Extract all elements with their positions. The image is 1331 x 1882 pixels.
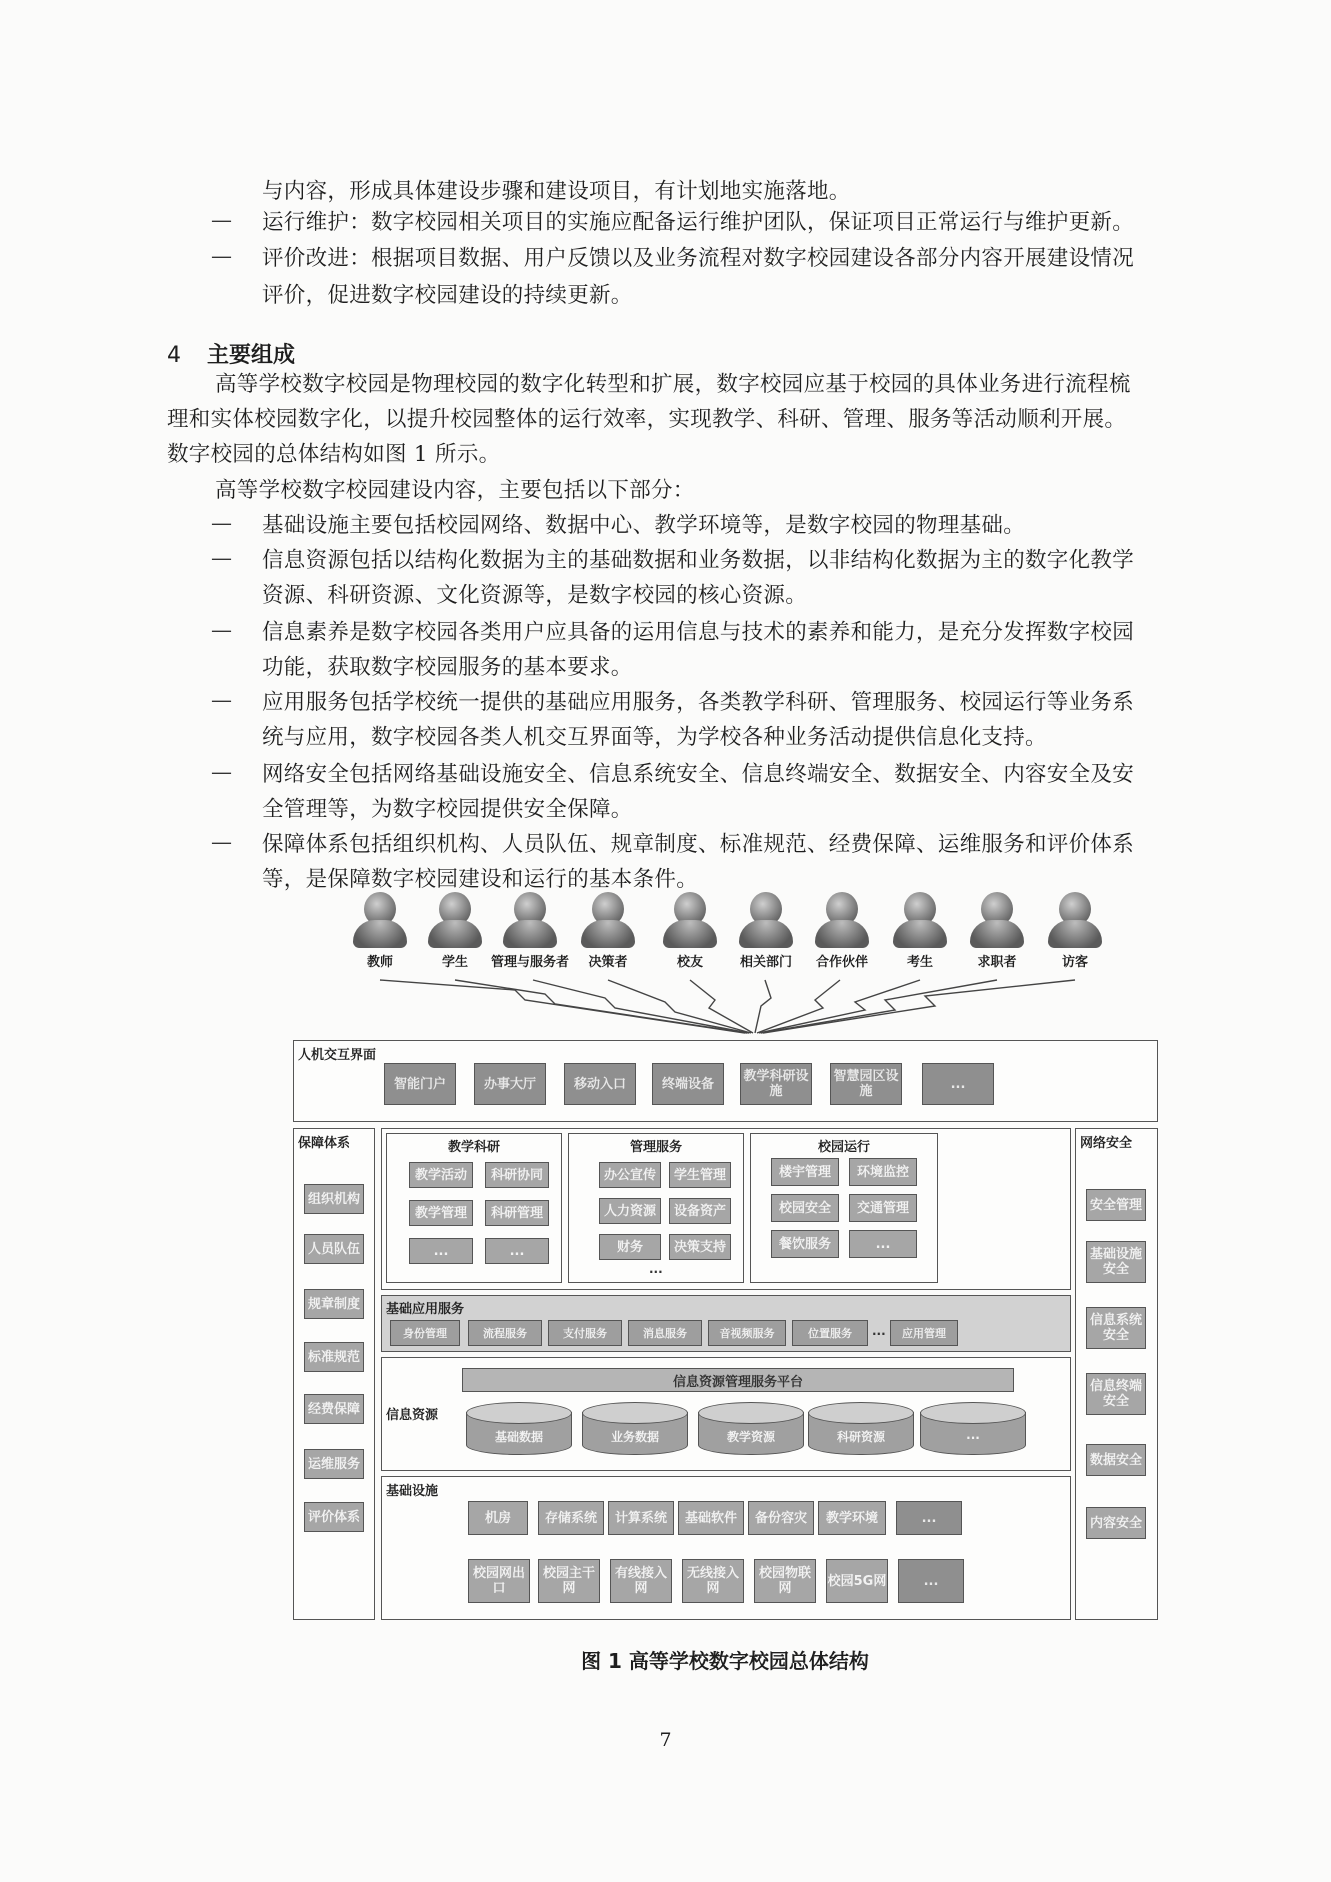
text-line: 理和实体校园数字化，以提升校园整体的运行效率，实现教学、科研、管理、服务等活动顺利开展。: [167, 407, 1127, 432]
management-more: ...: [649, 1262, 663, 1276]
hci-item: 智能门户: [384, 1063, 456, 1105]
hci-item: 办事大厅: [474, 1063, 546, 1105]
hci-item: 教学科研设施: [740, 1063, 812, 1105]
network-item: 校园主干网: [538, 1559, 600, 1603]
info-item: ...: [966, 1428, 980, 1442]
text-line: 保障体系包括组织机构、人员队伍、规章制度、标准规范、经费保障、运维服务和评价体系: [262, 832, 1135, 857]
list-dash: —: [211, 244, 232, 268]
infra-item: 机房: [468, 1501, 528, 1535]
business-apps-area: [381, 1128, 1071, 1290]
basic-service-item: 位置服务: [792, 1320, 868, 1346]
text-line: 信息资源包括以结构化数据为主的基础数据和业务数据，以非结构化数据为主的数字化教学: [262, 548, 1135, 573]
text-line: 功能，获取数字校园服务的基本要求。: [262, 655, 633, 680]
user-label: 决策者: [588, 955, 628, 970]
operations-item: ...: [849, 1230, 917, 1258]
info-item: 基础数据: [494, 1430, 543, 1444]
page-number: 7: [659, 1729, 672, 1751]
info-platform: 信息资源管理服务平台: [462, 1368, 1014, 1392]
support-item: 评价体系: [304, 1502, 364, 1532]
text-line: 高等学校数字校园是物理校园的数字化转型和扩展，数字校园应基于校园的具体业务进行流程梳: [215, 372, 1131, 397]
security-item: 数据安全: [1086, 1444, 1146, 1476]
hci-item: 智慧园区设施: [830, 1063, 902, 1105]
management-item: 决策支持: [669, 1234, 731, 1260]
user-label: 相关部门: [739, 955, 792, 970]
infrastructure-layer: [381, 1476, 1071, 1620]
user-label: 教师: [366, 955, 393, 970]
info-item: 业务数据: [610, 1430, 659, 1444]
campus-architecture-figure: [285, 890, 1165, 1673]
user-label: 合作伙伴: [815, 955, 868, 970]
hci-item: 移动入口: [564, 1063, 636, 1105]
text-line: 信息素养是数字校园各类用户应具备的运用信息与技术的素养和能力，是充分发挥数字校园: [262, 620, 1135, 645]
info-resources-layer: [381, 1357, 1071, 1471]
operations-item: 楼宇管理: [771, 1158, 839, 1186]
list-dash: —: [211, 618, 232, 642]
section-number: 4: [167, 343, 181, 368]
basic-service-item: 身份管理: [390, 1320, 460, 1346]
support-column: [293, 1128, 375, 1620]
operations-panel: [750, 1133, 938, 1283]
operations-item: 餐饮服务: [771, 1230, 839, 1258]
text-line: 等，是保障数字校园建设和运行的基本条件。: [262, 867, 699, 892]
management-title: 管理服务: [629, 1140, 682, 1155]
user-label: 校友: [676, 955, 703, 970]
user-label: 管理与服务者: [490, 955, 569, 970]
text-line: 应用服务包括学校统一提供的基础应用服务，各类教学科研、管理服务、校园运行等业务系: [262, 690, 1135, 715]
support-item: 运维服务: [304, 1449, 364, 1479]
security-item: 基础设施安全: [1086, 1241, 1146, 1283]
support-item: 规章制度: [304, 1289, 364, 1319]
text-line: 评价改进：根据项目数据、用户反馈以及业务流程对数字校园建设各部分内容开展建设情况: [262, 246, 1135, 271]
support-item: 经费保障: [304, 1394, 364, 1424]
database-icon: [808, 1402, 914, 1464]
security-item: 信息终端安全: [1086, 1373, 1146, 1415]
network-item: 无线接入网: [682, 1559, 744, 1603]
operations-item: 环境监控: [849, 1158, 917, 1186]
security-item: 安全管理: [1086, 1189, 1146, 1221]
section-heading: [167, 338, 295, 369]
basic-service-item: 应用管理: [890, 1320, 958, 1346]
network-item: 有线接入网: [610, 1559, 672, 1603]
connection-lines: [285, 890, 1165, 1040]
infra-item: 教学环境: [818, 1501, 886, 1535]
basic-service-item: 流程服务: [468, 1320, 542, 1346]
user-label: 学生: [441, 955, 468, 970]
list-dash: —: [211, 830, 232, 854]
support-item: 人员队伍: [304, 1234, 364, 1264]
operations-title: 校园运行: [817, 1140, 870, 1155]
hci-layer: [293, 1040, 1158, 1122]
support-item: 组织机构: [304, 1184, 364, 1214]
hci-title: 人机交互界面: [298, 1048, 377, 1063]
hci-item: ...: [922, 1063, 994, 1105]
list-dash: —: [211, 760, 232, 784]
teaching-research-panel: [386, 1133, 562, 1283]
network-item: 校园物联网: [754, 1559, 816, 1603]
list-dash: —: [211, 208, 232, 232]
management-panel: [568, 1133, 744, 1283]
security-item: 信息系统安全: [1086, 1307, 1146, 1349]
text-line: 运行维护：数字校园相关项目的实施应配备运行维护团队，保证项目正常运行与维护更新。: [262, 210, 1135, 235]
network-item: 校园5G网: [826, 1559, 888, 1603]
database-icon: [920, 1402, 1026, 1464]
text-line: 基础设施主要包括校园网络、数据中心、教学环境等，是数字校园的物理基础。: [262, 513, 1026, 538]
list-dash: —: [211, 511, 232, 535]
user-label: 求职者: [977, 955, 1017, 970]
operations-item: 交通管理: [849, 1194, 917, 1222]
database-icon: [698, 1402, 804, 1464]
management-item: 办公宣传: [599, 1162, 661, 1188]
teaching-item: 科研协同: [485, 1162, 549, 1188]
infra-title: 基础设施: [386, 1484, 439, 1499]
teaching-item: 教学管理: [409, 1200, 473, 1226]
teaching-title: 教学科研: [447, 1140, 500, 1155]
infra-item: 计算系统: [608, 1501, 674, 1535]
teaching-item: ...: [409, 1238, 473, 1264]
text-line: 评价，促进数字校园建设的持续更新。: [262, 283, 633, 308]
network-item: 校园网出口: [468, 1559, 530, 1603]
user-label: 考生: [906, 955, 933, 970]
basic-service-item: 音视频服务: [708, 1320, 786, 1346]
support-item: 标准规范: [304, 1342, 364, 1372]
management-item: 财务: [599, 1234, 661, 1260]
basic-services-title: 基础应用服务: [386, 1302, 465, 1317]
infra-item: 备份容灾: [748, 1501, 814, 1535]
security-title: 网络安全: [1080, 1136, 1133, 1151]
database-icon: [466, 1402, 572, 1464]
database-icon: [582, 1402, 688, 1464]
text-line: 网络安全包括网络基础设施安全、信息系统安全、信息终端安全、数据安全、内容安全及安: [262, 762, 1135, 787]
management-item: 人力资源: [599, 1198, 661, 1224]
section-title: 主要组成: [207, 343, 296, 368]
basic-service-item: 消息服务: [628, 1320, 702, 1346]
text-line: 数字校园的总体结构如图 1 所示。: [167, 442, 501, 467]
text-line: 统与应用，数字校园各类人机交互界面等，为学校各种业务活动提供信息化支持。: [262, 725, 1047, 750]
list-dash: —: [211, 546, 232, 570]
infra-item: 基础软件: [678, 1501, 744, 1535]
info-title: 信息资源: [386, 1408, 439, 1423]
management-item: 设备资产: [669, 1198, 731, 1224]
teaching-item: 科研管理: [485, 1200, 549, 1226]
text-line: 与内容，形成具体建设步骤和建设项目，有计划地实施落地。: [262, 179, 851, 204]
text-line: 资源、科研资源、文化资源等，是数字校园的核心资源。: [262, 583, 808, 608]
management-item: 学生管理: [669, 1162, 731, 1188]
operations-item: 校园安全: [771, 1194, 839, 1222]
network-item: ...: [898, 1559, 964, 1603]
infra-item: ...: [896, 1501, 962, 1535]
info-item: 教学资源: [726, 1430, 775, 1444]
basic-services-more: ...: [872, 1324, 886, 1338]
infra-item: 存储系统: [538, 1501, 604, 1535]
text-line: 高等学校数字校园建设内容，主要包括以下部分：: [215, 478, 695, 503]
info-item: 科研资源: [836, 1430, 885, 1444]
teaching-item: 教学活动: [409, 1162, 473, 1188]
figure-caption: 图 1 高等学校数字校园总体结构: [581, 1649, 869, 1673]
list-dash: —: [211, 688, 232, 712]
basic-services-layer: [381, 1295, 1071, 1352]
user-label: 访客: [1061, 955, 1088, 970]
basic-service-item: 支付服务: [548, 1320, 622, 1346]
security-column: [1075, 1128, 1158, 1620]
hci-item: 终端设备: [652, 1063, 724, 1105]
text-line: 全管理等，为数字校园提供安全保障。: [262, 797, 633, 822]
support-title: 保障体系: [298, 1136, 351, 1151]
teaching-item: ...: [485, 1238, 549, 1264]
security-item: 内容安全: [1086, 1507, 1146, 1539]
